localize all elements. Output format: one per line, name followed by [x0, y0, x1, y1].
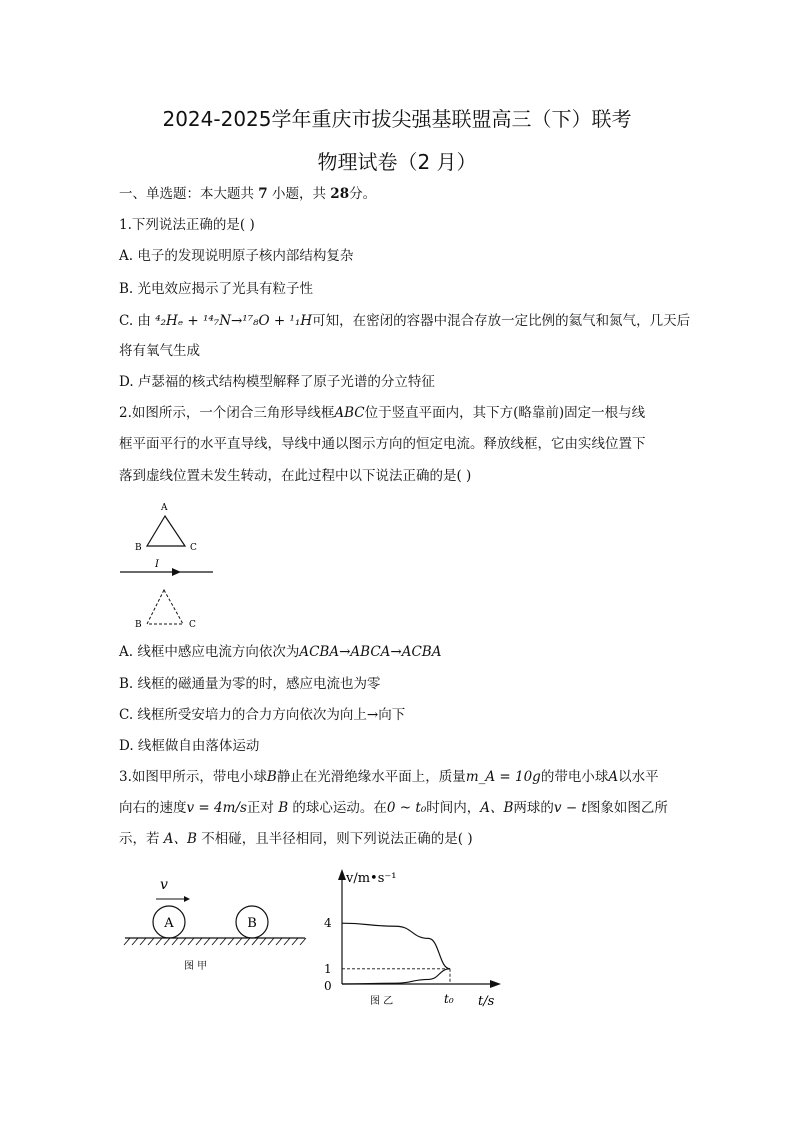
page-subtitle: 物理试卷（2 月） — [317, 150, 477, 174]
series-a-curve — [342, 923, 450, 969]
q3-stem-line3: 示，若 A、B 不相碰，且半径相同，则下列说法正确的是( ) — [119, 831, 473, 847]
q1-option-c-cont: 将有氧气生成 — [119, 343, 200, 359]
x-axis-label: t/s — [478, 994, 495, 1009]
ball-a-label: A — [164, 916, 174, 931]
q1-option-d: D. 卢瑟福的核式结构模型解释了原子光谱的分立特征 — [119, 374, 435, 390]
section-heading: 一、单选题：本大题共 7 小题，共 28分。 — [119, 186, 377, 202]
velocity-arrow-icon — [184, 896, 190, 902]
q1-option-a: A. 电子的发现说明原子核内部结构复杂 — [119, 248, 354, 264]
fig-label-c2: C — [189, 620, 196, 630]
y-tick-4: 4 — [324, 916, 332, 931]
q2-option-a: A. 线框中感应电流方向依次为ACBA→ABCA→ACBA — [119, 644, 442, 660]
q2-stem-line3: 落到虚线位置未发生转动，在此过程中以下说法正确的是( ) — [119, 468, 472, 484]
series-b-curve — [342, 969, 450, 984]
fig-label-c: C — [190, 543, 197, 553]
x-axis-arrow-icon — [490, 980, 501, 988]
q2-stem-line2: 框平面平行的水平直导线，导线中通以图示方向的恒定电流。释放线框，它由实线位置下 — [119, 436, 646, 452]
velocity-label: v — [160, 877, 168, 893]
q2-figure — [115, 498, 225, 632]
q1-stem: 1.下列说法正确的是( ) — [119, 217, 255, 233]
y-tick-0: 0 — [324, 979, 332, 993]
q3-stem-line2: 向右的速度v = 4m/s正对 B 的球心运动。在0 ~ t₀时间内，A、B两球的v − t图象如图乙所 — [119, 800, 668, 816]
ball-b-label: B — [247, 916, 257, 931]
fig-jia-caption: 图 甲 — [184, 961, 208, 972]
q3-stem-line1: 3.如图甲所示，带电小球B静止在光滑绝缘水平面上，质量m_A = 10g的带电小球A以水平 — [119, 769, 659, 785]
q1-option-c: C. 由 ⁴₂Hₑ + ¹⁴₇N→¹⁷₈O + ¹₁H可知，在密闭的容器中混合存放一定比例的氦气和氮气，几天后 — [119, 313, 691, 329]
q2-option-d: D. 线框做自由落体运动 — [119, 738, 260, 754]
x-tick-t0: t₀ — [444, 992, 454, 1006]
q2-option-c: C. 线框所受安培力的合力方向依次为向上→向下 — [119, 707, 406, 723]
nuclear-equation: ⁴₂Hₑ + ¹⁴₇N→¹⁷₈O + ¹₁H — [155, 313, 313, 329]
q3-figure-yi-chart — [318, 864, 508, 1012]
y-axis-label: v/m•s⁻¹ — [346, 871, 397, 886]
fig-label-b: B — [135, 543, 142, 553]
page-title: 2024-2025学年重庆市拔尖强基联盟高三（下）联考 — [162, 107, 632, 131]
fig-label-i: I — [155, 559, 159, 570]
q2-option-b: B. 线框的磁通量为零的时，感应电流也为零 — [119, 676, 381, 692]
fig-yi-caption: 图 乙 — [370, 996, 394, 1007]
solid-triangle — [147, 516, 185, 546]
q2-stem-line1: 2.如图所示，一个闭合三角形导线框ABC位于竖直平面内，其下方(略靠前)固定一根与线 — [119, 405, 646, 421]
q3-figure-jia — [120, 870, 310, 980]
dashed-triangle — [147, 590, 183, 624]
fig-label-a: A — [161, 503, 168, 513]
current-arrow-icon — [172, 568, 181, 576]
fig-label-b2: B — [135, 620, 142, 630]
ground-hatching — [124, 938, 306, 945]
y-axis-arrow-icon — [338, 869, 346, 880]
q1-option-b: B. 光电效应揭示了光具有粒子性 — [119, 281, 314, 297]
y-tick-1: 1 — [324, 961, 332, 976]
